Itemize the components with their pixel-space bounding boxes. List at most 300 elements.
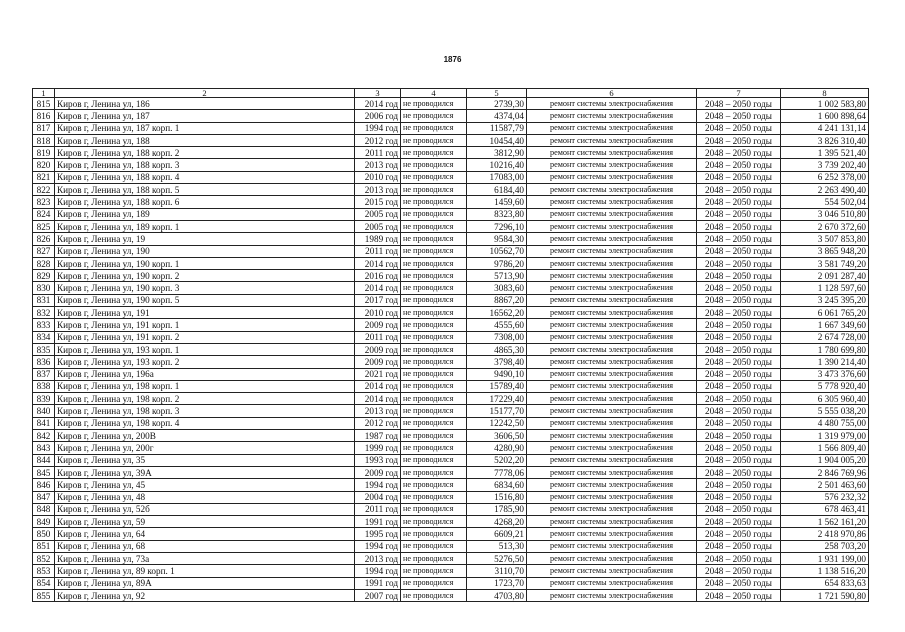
address-cell: Киров г, Ленина ул, 193 корп. 1 <box>55 343 355 355</box>
table-row <box>33 356 869 368</box>
year-cell: 2010 год <box>355 307 401 319</box>
row-number: 846 <box>33 479 55 491</box>
cost-cell: 1 721 590,80 <box>781 589 869 601</box>
status-cell: не проводился <box>401 380 467 392</box>
cost-cell: 2 674 728,00 <box>781 331 869 343</box>
table-row <box>33 577 869 589</box>
work-type-cell: ремонт системы электроснабжения <box>527 110 697 122</box>
status-cell: не проводился <box>401 257 467 269</box>
address-cell: Киров г, Ленина ул, 190 корп. 3 <box>55 282 355 294</box>
table-row <box>33 245 869 257</box>
row-number: 841 <box>33 417 55 429</box>
period-cell: 2048 – 2050 годы <box>697 257 781 269</box>
table-row <box>33 417 869 429</box>
status-cell: не проводился <box>401 430 467 442</box>
row-number: 834 <box>33 331 55 343</box>
area-cell: 1516,80 <box>467 491 527 503</box>
status-cell: не проводился <box>401 331 467 343</box>
status-cell: не проводился <box>401 417 467 429</box>
area-cell: 4374,04 <box>467 110 527 122</box>
area-cell: 9490,10 <box>467 368 527 380</box>
area-cell: 3083,60 <box>467 282 527 294</box>
data-table <box>32 88 869 602</box>
cost-cell: 3 473 376,60 <box>781 368 869 380</box>
area-cell: 4865,30 <box>467 343 527 355</box>
work-type-cell: ремонт системы электроснабжения <box>527 220 697 232</box>
cost-cell: 1 667 349,60 <box>781 319 869 331</box>
table-row <box>33 220 869 232</box>
period-cell: 2048 – 2050 годы <box>697 98 781 110</box>
work-type-cell: ремонт системы электроснабжения <box>527 159 697 171</box>
period-cell: 2048 – 2050 годы <box>697 479 781 491</box>
address-cell: Киров г, Ленина ул, 198 корп. 1 <box>55 380 355 392</box>
cost-cell: 3 581 749,20 <box>781 257 869 269</box>
column-header: 7 <box>697 89 781 98</box>
cost-cell: 2 501 463,60 <box>781 479 869 491</box>
year-cell: 2009 год <box>355 319 401 331</box>
row-number: 837 <box>33 368 55 380</box>
cost-cell: 3 865 948,20 <box>781 245 869 257</box>
address-cell: Киров г, Ленина ул, 189 <box>55 208 355 220</box>
period-cell: 2048 – 2050 годы <box>697 184 781 196</box>
year-cell: 1991 год <box>355 577 401 589</box>
column-header: 3 <box>355 89 401 98</box>
period-cell: 2048 – 2050 годы <box>697 491 781 503</box>
work-type-cell: ремонт системы электроснабжения <box>527 430 697 442</box>
area-cell: 3798,40 <box>467 356 527 368</box>
table-row <box>33 380 869 392</box>
status-cell: не проводился <box>401 159 467 171</box>
year-cell: 2017 год <box>355 294 401 306</box>
table-row <box>33 516 869 528</box>
area-cell: 6609,21 <box>467 528 527 540</box>
cost-cell: 258 703,20 <box>781 540 869 552</box>
cost-cell: 3 739 202,40 <box>781 159 869 171</box>
cost-cell: 1 138 516,20 <box>781 565 869 577</box>
cost-cell: 5 555 038,20 <box>781 405 869 417</box>
period-cell: 2048 – 2050 годы <box>697 208 781 220</box>
row-number: 844 <box>33 454 55 466</box>
address-cell: Киров г, Ленина ул, 64 <box>55 528 355 540</box>
address-cell: Киров г, Ленина ул, 191 корп. 2 <box>55 331 355 343</box>
address-cell: Киров г, Ленина ул, 35 <box>55 454 355 466</box>
address-cell: Киров г, Ленина ул, 188 <box>55 134 355 146</box>
work-type-cell: ремонт системы электроснабжения <box>527 245 697 257</box>
table-row <box>33 196 869 208</box>
cost-cell: 1 931 199,00 <box>781 552 869 564</box>
year-cell: 2005 год <box>355 208 401 220</box>
row-number: 831 <box>33 294 55 306</box>
table-row <box>33 405 869 417</box>
year-cell: 2011 год <box>355 147 401 159</box>
period-cell: 2048 – 2050 годы <box>697 393 781 405</box>
area-cell: 3606,50 <box>467 430 527 442</box>
work-type-cell: ремонт системы электроснабжения <box>527 491 697 503</box>
table-row <box>33 257 869 269</box>
address-cell: Киров г, Ленина ул, 196а <box>55 368 355 380</box>
address-cell: Киров г, Ленина ул, 68 <box>55 540 355 552</box>
area-cell: 9786,20 <box>467 257 527 269</box>
column-header: 4 <box>401 89 467 98</box>
column-header: 2 <box>55 89 355 98</box>
period-cell: 2048 – 2050 годы <box>697 196 781 208</box>
address-cell: Киров г, Ленина ул, 186 <box>55 98 355 110</box>
cost-cell: 1 390 214,40 <box>781 356 869 368</box>
area-cell: 3812,90 <box>467 147 527 159</box>
address-cell: Киров г, Ленина ул, 187 корп. 1 <box>55 122 355 134</box>
year-cell: 2012 год <box>355 417 401 429</box>
work-type-cell: ремонт системы электроснабжения <box>527 343 697 355</box>
period-cell: 2048 – 2050 годы <box>697 110 781 122</box>
work-type-cell: ремонт системы электроснабжения <box>527 442 697 454</box>
table-row <box>33 466 869 478</box>
row-number: 821 <box>33 171 55 183</box>
row-number: 845 <box>33 466 55 478</box>
period-cell: 2048 – 2050 годы <box>697 565 781 577</box>
table-row <box>33 233 869 245</box>
area-cell: 17083,00 <box>467 171 527 183</box>
area-cell: 513,30 <box>467 540 527 552</box>
status-cell: не проводился <box>401 491 467 503</box>
cost-cell: 1 562 161,20 <box>781 516 869 528</box>
period-cell: 2048 – 2050 годы <box>697 307 781 319</box>
row-number: 851 <box>33 540 55 552</box>
area-cell: 5276,50 <box>467 552 527 564</box>
row-number: 823 <box>33 196 55 208</box>
address-cell: Киров г, Ленина ул, 193 корп. 2 <box>55 356 355 368</box>
row-number: 818 <box>33 134 55 146</box>
area-cell: 8323,80 <box>467 208 527 220</box>
address-cell: Киров г, Ленина ул, 48 <box>55 491 355 503</box>
period-cell: 2048 – 2050 годы <box>697 343 781 355</box>
table-row <box>33 319 869 331</box>
area-cell: 12242,50 <box>467 417 527 429</box>
address-cell: Киров г, Ленина ул, 200В <box>55 430 355 442</box>
address-cell: Киров г, Ленина ул, 45 <box>55 479 355 491</box>
cost-cell: 1 128 597,60 <box>781 282 869 294</box>
cost-cell: 1 319 979,00 <box>781 430 869 442</box>
status-cell: не проводился <box>401 405 467 417</box>
work-type-cell: ремонт системы электроснабжения <box>527 270 697 282</box>
status-cell: не проводился <box>401 110 467 122</box>
status-cell: не проводился <box>401 282 467 294</box>
period-cell: 2048 – 2050 годы <box>697 442 781 454</box>
year-cell: 1994 год <box>355 540 401 552</box>
row-number: 842 <box>33 430 55 442</box>
column-header: 6 <box>527 89 697 98</box>
table-row <box>33 134 869 146</box>
row-number: 825 <box>33 220 55 232</box>
period-cell: 2048 – 2050 годы <box>697 356 781 368</box>
work-type-cell: ремонт системы электроснабжения <box>527 147 697 159</box>
period-cell: 2048 – 2050 годы <box>697 270 781 282</box>
column-header: 8 <box>781 89 869 98</box>
period-cell: 2048 – 2050 годы <box>697 516 781 528</box>
work-type-cell: ремонт системы электроснабжения <box>527 380 697 392</box>
period-cell: 2048 – 2050 годы <box>697 134 781 146</box>
work-type-cell: ремонт системы электроснабжения <box>527 405 697 417</box>
year-cell: 2021 год <box>355 368 401 380</box>
row-number: 847 <box>33 491 55 503</box>
year-cell: 2014 год <box>355 257 401 269</box>
status-cell: не проводился <box>401 479 467 491</box>
work-type-cell: ремонт системы электроснабжения <box>527 503 697 515</box>
address-cell: Киров г, Ленина ул, 198 корп. 3 <box>55 405 355 417</box>
row-number: 819 <box>33 147 55 159</box>
area-cell: 7308,00 <box>467 331 527 343</box>
year-cell: 2004 год <box>355 491 401 503</box>
status-cell: не проводился <box>401 577 467 589</box>
table-row <box>33 270 869 282</box>
cost-cell: 3 046 510,80 <box>781 208 869 220</box>
work-type-cell: ремонт системы электроснабжения <box>527 319 697 331</box>
status-cell: не проводился <box>401 565 467 577</box>
row-number: 836 <box>33 356 55 368</box>
table-row <box>33 122 869 134</box>
cost-cell: 1 904 005,20 <box>781 454 869 466</box>
work-type-cell: ремонт системы электроснабжения <box>527 356 697 368</box>
cost-cell: 1 780 699,80 <box>781 343 869 355</box>
table-row <box>33 528 869 540</box>
year-cell: 2009 год <box>355 466 401 478</box>
table-row <box>33 282 869 294</box>
address-cell: Киров г, Ленина ул, 190 корп. 1 <box>55 257 355 269</box>
status-cell: не проводился <box>401 270 467 282</box>
area-cell: 7778,06 <box>467 466 527 478</box>
work-type-cell: ремонт системы электроснабжения <box>527 528 697 540</box>
table-row <box>33 171 869 183</box>
work-type-cell: ремонт системы электроснабжения <box>527 98 697 110</box>
address-cell: Киров г, Ленина ул, 39А <box>55 466 355 478</box>
year-cell: 2014 год <box>355 282 401 294</box>
year-cell: 2014 год <box>355 98 401 110</box>
address-cell: Киров г, Ленина ул, 191 <box>55 307 355 319</box>
year-cell: 2016 год <box>355 270 401 282</box>
area-cell: 10454,40 <box>467 134 527 146</box>
cost-cell: 576 232,32 <box>781 491 869 503</box>
row-number: 822 <box>33 184 55 196</box>
work-type-cell: ремонт системы электроснабжения <box>527 552 697 564</box>
table-row <box>33 147 869 159</box>
year-cell: 1987 год <box>355 430 401 442</box>
area-cell: 4280,90 <box>467 442 527 454</box>
address-cell: Киров г, Ленина ул, 188 корп. 3 <box>55 159 355 171</box>
period-cell: 2048 – 2050 годы <box>697 405 781 417</box>
status-cell: не проводился <box>401 368 467 380</box>
row-number: 852 <box>33 552 55 564</box>
year-cell: 2013 год <box>355 184 401 196</box>
row-number: 830 <box>33 282 55 294</box>
table-row <box>33 540 869 552</box>
row-number: 853 <box>33 565 55 577</box>
row-number: 816 <box>33 110 55 122</box>
status-cell: не проводился <box>401 393 467 405</box>
table-row <box>33 442 869 454</box>
work-type-cell: ремонт системы электроснабжения <box>527 454 697 466</box>
work-type-cell: ремонт системы электроснабжения <box>527 417 697 429</box>
period-cell: 2048 – 2050 годы <box>697 577 781 589</box>
address-cell: Киров г, Ленина ул, 189 корп. 1 <box>55 220 355 232</box>
table-row <box>33 454 869 466</box>
year-cell: 2013 год <box>355 159 401 171</box>
period-cell: 2048 – 2050 годы <box>697 171 781 183</box>
table-row <box>33 343 869 355</box>
year-cell: 1995 год <box>355 528 401 540</box>
year-cell: 2011 год <box>355 245 401 257</box>
work-type-cell: ремонт системы электроснабжения <box>527 171 697 183</box>
year-cell: 1991 год <box>355 516 401 528</box>
table-row <box>33 393 869 405</box>
work-type-cell: ремонт системы электроснабжения <box>527 466 697 478</box>
cost-cell: 1 566 809,40 <box>781 442 869 454</box>
status-cell: не проводился <box>401 307 467 319</box>
period-cell: 2048 – 2050 годы <box>697 368 781 380</box>
cost-cell: 2 418 970,86 <box>781 528 869 540</box>
work-type-cell: ремонт системы электроснабжения <box>527 331 697 343</box>
period-cell: 2048 – 2050 годы <box>697 147 781 159</box>
work-type-cell: ремонт системы электроснабжения <box>527 196 697 208</box>
status-cell: не проводился <box>401 147 467 159</box>
row-number: 850 <box>33 528 55 540</box>
row-number: 839 <box>33 393 55 405</box>
address-cell: Киров г, Ленина ул, 198 корп. 4 <box>55 417 355 429</box>
period-cell: 2048 – 2050 годы <box>697 233 781 245</box>
row-number: 817 <box>33 122 55 134</box>
status-cell: не проводился <box>401 220 467 232</box>
cost-cell: 6 305 960,40 <box>781 393 869 405</box>
status-cell: не проводился <box>401 171 467 183</box>
cost-cell: 4 241 131,14 <box>781 122 869 134</box>
table-row <box>33 307 869 319</box>
year-cell: 1994 год <box>355 479 401 491</box>
status-cell: не проводился <box>401 196 467 208</box>
period-cell: 2048 – 2050 годы <box>697 331 781 343</box>
column-header: 1 <box>33 89 55 98</box>
period-cell: 2048 – 2050 годы <box>697 528 781 540</box>
table-row <box>33 110 869 122</box>
area-cell: 1723,70 <box>467 577 527 589</box>
status-cell: не проводился <box>401 540 467 552</box>
period-cell: 2048 – 2050 годы <box>697 282 781 294</box>
cost-cell: 3 245 395,20 <box>781 294 869 306</box>
status-cell: не проводился <box>401 122 467 134</box>
area-cell: 4703,80 <box>467 589 527 601</box>
year-cell: 2013 год <box>355 405 401 417</box>
row-number: 827 <box>33 245 55 257</box>
address-cell: Киров г, Ленина ул, 89 корп. 1 <box>55 565 355 577</box>
address-cell: Киров г, Ленина ул, 198 корп. 2 <box>55 393 355 405</box>
year-cell: 1994 год <box>355 122 401 134</box>
status-cell: не проводился <box>401 294 467 306</box>
work-type-cell: ремонт системы электроснабжения <box>527 122 697 134</box>
cost-cell: 654 833,63 <box>781 577 869 589</box>
period-cell: 2048 – 2050 годы <box>697 503 781 515</box>
cost-cell: 4 480 755,00 <box>781 417 869 429</box>
work-type-cell: ремонт системы электроснабжения <box>527 479 697 491</box>
work-type-cell: ремонт системы электроснабжения <box>527 516 697 528</box>
period-cell: 2048 – 2050 годы <box>697 380 781 392</box>
table-row <box>33 208 869 220</box>
year-cell: 2014 год <box>355 380 401 392</box>
table-row <box>33 503 869 515</box>
table-row <box>33 552 869 564</box>
row-number: 854 <box>33 577 55 589</box>
work-type-cell: ремонт системы электроснабжения <box>527 589 697 601</box>
row-number: 828 <box>33 257 55 269</box>
work-type-cell: ремонт системы электроснабжения <box>527 565 697 577</box>
table-row <box>33 565 869 577</box>
period-cell: 2048 – 2050 годы <box>697 245 781 257</box>
row-number: 855 <box>33 589 55 601</box>
table-row <box>33 479 869 491</box>
year-cell: 2005 год <box>355 220 401 232</box>
period-cell: 2048 – 2050 годы <box>697 430 781 442</box>
cost-cell: 554 502,04 <box>781 196 869 208</box>
table-header-row <box>33 89 869 98</box>
table-row <box>33 368 869 380</box>
area-cell: 6834,60 <box>467 479 527 491</box>
area-cell: 15177,70 <box>467 405 527 417</box>
area-cell: 5713,90 <box>467 270 527 282</box>
year-cell: 2013 год <box>355 552 401 564</box>
table-row <box>33 294 869 306</box>
period-cell: 2048 – 2050 годы <box>697 589 781 601</box>
status-cell: не проводился <box>401 98 467 110</box>
work-type-cell: ремонт системы электроснабжения <box>527 307 697 319</box>
cost-cell: 678 463,41 <box>781 503 869 515</box>
column-header: 5 <box>467 89 527 98</box>
cost-cell: 2 670 372,60 <box>781 220 869 232</box>
table-row <box>33 491 869 503</box>
period-cell: 2048 – 2050 годы <box>697 220 781 232</box>
row-number: 820 <box>33 159 55 171</box>
year-cell: 2006 год <box>355 110 401 122</box>
area-cell: 10216,40 <box>467 159 527 171</box>
cost-cell: 1 600 898,64 <box>781 110 869 122</box>
cost-cell: 3 826 310,40 <box>781 134 869 146</box>
address-cell: Киров г, Ленина ул, 188 корп. 6 <box>55 196 355 208</box>
row-number: 829 <box>33 270 55 282</box>
address-cell: Киров г, Ленина ул, 187 <box>55 110 355 122</box>
year-cell: 1999 год <box>355 442 401 454</box>
area-cell: 5202,20 <box>467 454 527 466</box>
cost-cell: 1 002 583,80 <box>781 98 869 110</box>
row-number: 832 <box>33 307 55 319</box>
year-cell: 1989 год <box>355 233 401 245</box>
cost-cell: 2 091 287,40 <box>781 270 869 282</box>
work-type-cell: ремонт системы электроснабжения <box>527 208 697 220</box>
period-cell: 2048 – 2050 годы <box>697 454 781 466</box>
work-type-cell: ремонт системы электроснабжения <box>527 368 697 380</box>
status-cell: не проводился <box>401 528 467 540</box>
year-cell: 2015 год <box>355 196 401 208</box>
cost-cell: 5 778 920,40 <box>781 380 869 392</box>
area-cell: 3110,70 <box>467 565 527 577</box>
area-cell: 17229,40 <box>467 393 527 405</box>
address-cell: Киров г, Ленина ул, 190 <box>55 245 355 257</box>
status-cell: не проводился <box>401 208 467 220</box>
address-cell: Киров г, Ленина ул, 92 <box>55 589 355 601</box>
period-cell: 2048 – 2050 годы <box>697 122 781 134</box>
row-number: 815 <box>33 98 55 110</box>
work-type-cell: ремонт системы электроснабжения <box>527 577 697 589</box>
year-cell: 2010 год <box>355 171 401 183</box>
table-row <box>33 98 869 110</box>
status-cell: не проводился <box>401 233 467 245</box>
area-cell: 4268,20 <box>467 516 527 528</box>
status-cell: не проводился <box>401 516 467 528</box>
address-cell: Киров г, Ленина ул, 19 <box>55 233 355 245</box>
